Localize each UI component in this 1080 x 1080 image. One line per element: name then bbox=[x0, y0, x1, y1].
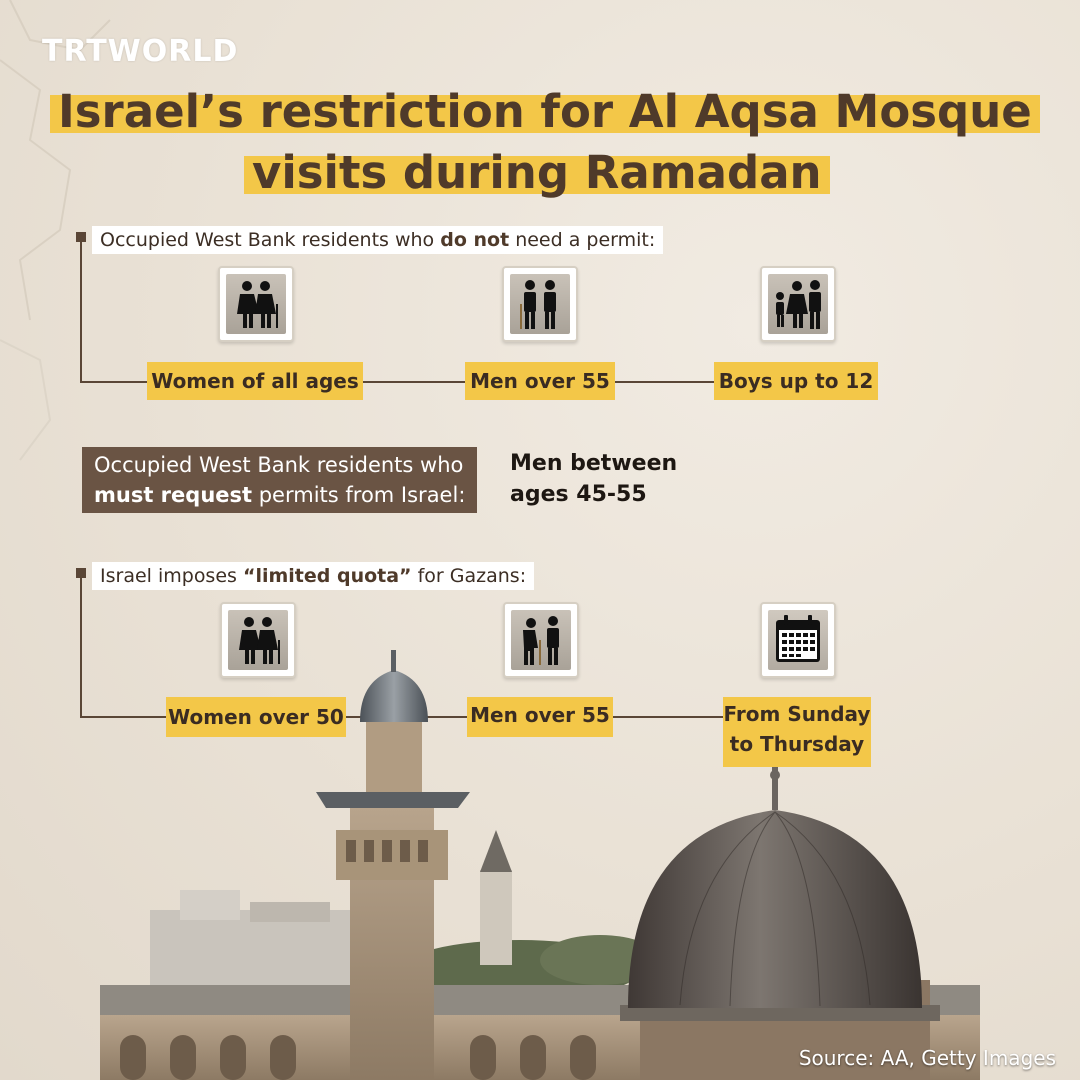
section1-connector-vertical bbox=[80, 240, 82, 382]
section1-label: Occupied West Bank residents who do not need a permit: bbox=[92, 226, 663, 254]
title-line-1: Israel’s restriction for Al Aqsa Mosque bbox=[50, 95, 1040, 133]
section3-label: Israel imposes “limited quota” for Gazans: bbox=[92, 562, 534, 590]
elderly-men-icon bbox=[502, 266, 578, 342]
permit-required-box: Occupied West Bank residents who must request permits from Israel: bbox=[82, 447, 477, 513]
label-men-over-55-gaza: Men over 55 bbox=[467, 697, 613, 737]
label-women-over-50: Women over 50 bbox=[166, 697, 346, 737]
label-sunday-to-thursday: From Sunday to Thursday bbox=[723, 697, 871, 767]
label-men-over-55: Men over 55 bbox=[465, 362, 615, 400]
label-women-of-all-ages: Women of all ages bbox=[147, 362, 363, 400]
women-icon bbox=[218, 266, 294, 342]
source-credit: Source: AA, Getty Images bbox=[798, 1046, 1056, 1070]
title-line-2: visits during Ramadan bbox=[244, 156, 830, 194]
permit-required-answer: Men between ages 45-55 bbox=[510, 451, 678, 507]
family-boy-icon bbox=[760, 266, 836, 342]
label-boys-up-to-12: Boys up to 12 bbox=[714, 362, 878, 400]
trt-world-logo: TRTWORLD bbox=[42, 34, 239, 69]
